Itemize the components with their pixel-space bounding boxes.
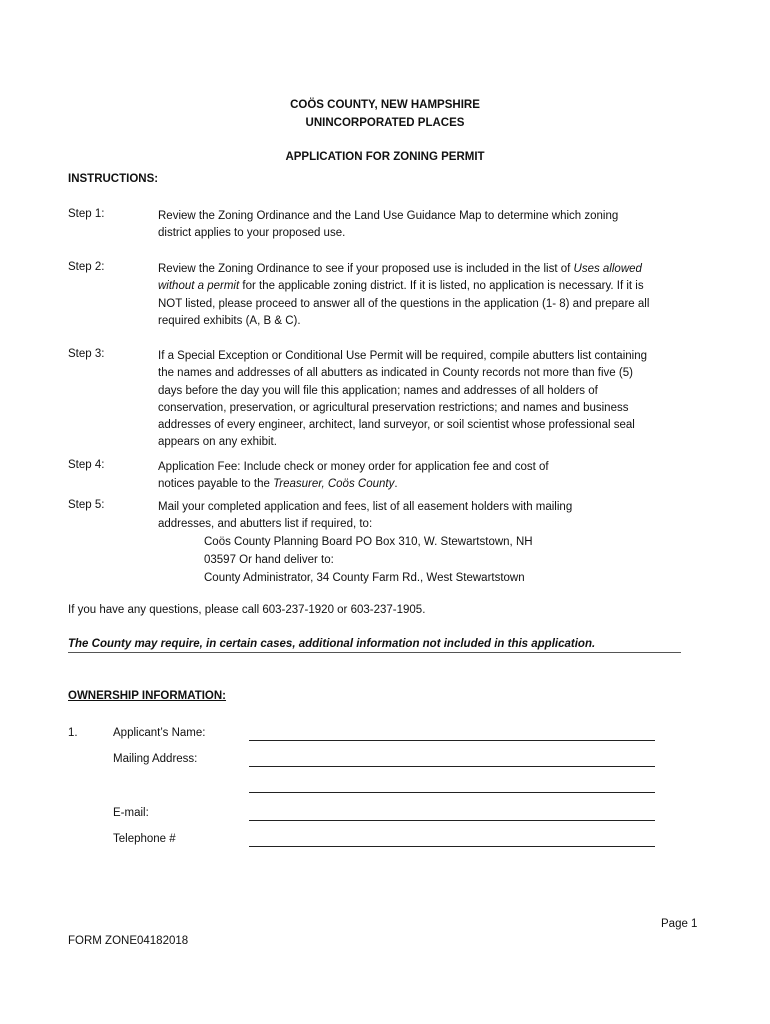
- step-5-label: Step 5:: [68, 499, 105, 511]
- step-2-line-2: [158, 278, 703, 295]
- form-code: FORM ZONE04182018: [68, 935, 189, 947]
- step-4-line-2-text: notices payable to the: [158, 478, 274, 491]
- county-heading: COÖS COUNTY, NEW HAMPSHIRE: [290, 99, 480, 111]
- address-line-2: 03597 Or hand deliver to:: [204, 553, 334, 566]
- step-4-line-1: Application Fee: Include check or money order for application fee and cost of: [158, 461, 549, 473]
- step-5-text: [158, 499, 703, 534]
- telephone-field[interactable]: [249, 845, 655, 847]
- mailing-address-label: Mailing Address:: [113, 753, 198, 765]
- mailing-address-field-line-2[interactable]: [249, 791, 655, 793]
- step-1-text: [158, 208, 703, 243]
- instructions-heading: INSTRUCTIONS:: [68, 173, 159, 185]
- mailing-address-block: [204, 534, 533, 587]
- step-3-line-6: appears on any exhibit.: [158, 436, 277, 449]
- step-3-text: [158, 348, 703, 452]
- applicant-name-label: Applicant’s Name:: [113, 727, 206, 739]
- step-2-label: Step 2:: [68, 261, 105, 273]
- page-number: Page 1: [661, 918, 698, 930]
- step-3-line-5: addresses of every engineer, architect, land surveyor, or soil scientist whose professional seal: [158, 419, 635, 432]
- email-field[interactable]: [249, 819, 655, 821]
- applicant-name-field[interactable]: [249, 739, 655, 741]
- form-title: APPLICATION FOR ZONING PERMIT: [285, 151, 485, 163]
- step-3-label: Step 3:: [68, 348, 105, 360]
- without-permit-emphasis: without a permit: [158, 280, 240, 293]
- step-1-line-1: Review the Zoning Ordinance and the Land Use Guidance Map to determine which zoning: [158, 210, 619, 222]
- uses-allowed-emphasis: Uses allowed: [573, 263, 642, 275]
- mailing-address-field[interactable]: [249, 765, 655, 767]
- step-4-line-2: [158, 476, 703, 493]
- step-2-line-1-text: Review the Zoning Ordinance to see if your proposed use is included in the list of: [158, 263, 574, 275]
- step-2-line-1: [158, 261, 703, 278]
- address-line-3: County Administrator, 34 County Farm Rd., West Stewartstown: [204, 571, 525, 584]
- treasurer-emphasis: Treasurer, Coös County: [273, 478, 395, 491]
- step-2-line-4: required exhibits (A, B & C).: [158, 314, 301, 327]
- step-2-text: [158, 261, 703, 330]
- step-4-line-2-end: .: [394, 478, 398, 491]
- step-2-line-3: NOT listed, please proceed to answer all of the questions in the application (1- 8) and prepare all: [158, 297, 650, 310]
- step-1-label: Step 1:: [68, 208, 105, 220]
- address-line-1: Coös County Planning Board PO Box 310, W. Stewartstown, NH: [204, 536, 533, 548]
- step-5-line-1: Mail your completed application and fees, list of all easement holders with mailing: [158, 501, 573, 513]
- step-3-line-3: days before the day you will file this application; names and addresses of all holders of: [158, 384, 598, 397]
- places-heading: UNINCORPORATED PLACES: [305, 117, 465, 129]
- step-4-text: [158, 459, 703, 494]
- telephone-label: Telephone #: [113, 833, 176, 845]
- step-5-line-2: addresses, and abutters list if required, to:: [158, 518, 373, 531]
- step-4-label: Step 4:: [68, 459, 105, 471]
- questions-text: If you have any questions, please call 603-237-1920 or 603-237-1905.: [68, 604, 426, 616]
- email-label: E-mail:: [113, 807, 149, 819]
- step-3-line-2: the names and addresses of all abutters as indicated in County records not more than five (5): [158, 367, 633, 380]
- ownership-heading: OWNERSHIP INFORMATION:: [68, 690, 227, 702]
- step-2-line-2-text: for the applicable zoning district. If it is listed, no application is necessary. If it is: [239, 280, 644, 293]
- step-3-line-1: If a Special Exception or Conditional Use Permit will be required, compile abutters list containing: [158, 350, 647, 362]
- item-number-1: 1.: [68, 727, 78, 739]
- step-3-line-4: conservation, preservation, or agricultural preservation restrictions; and names and business: [158, 401, 629, 414]
- step-1-line-2: district applies to your proposed use.: [158, 227, 346, 240]
- additional-info-notice: The County may require, in certain cases, additional information not included in this application.: [68, 638, 681, 653]
